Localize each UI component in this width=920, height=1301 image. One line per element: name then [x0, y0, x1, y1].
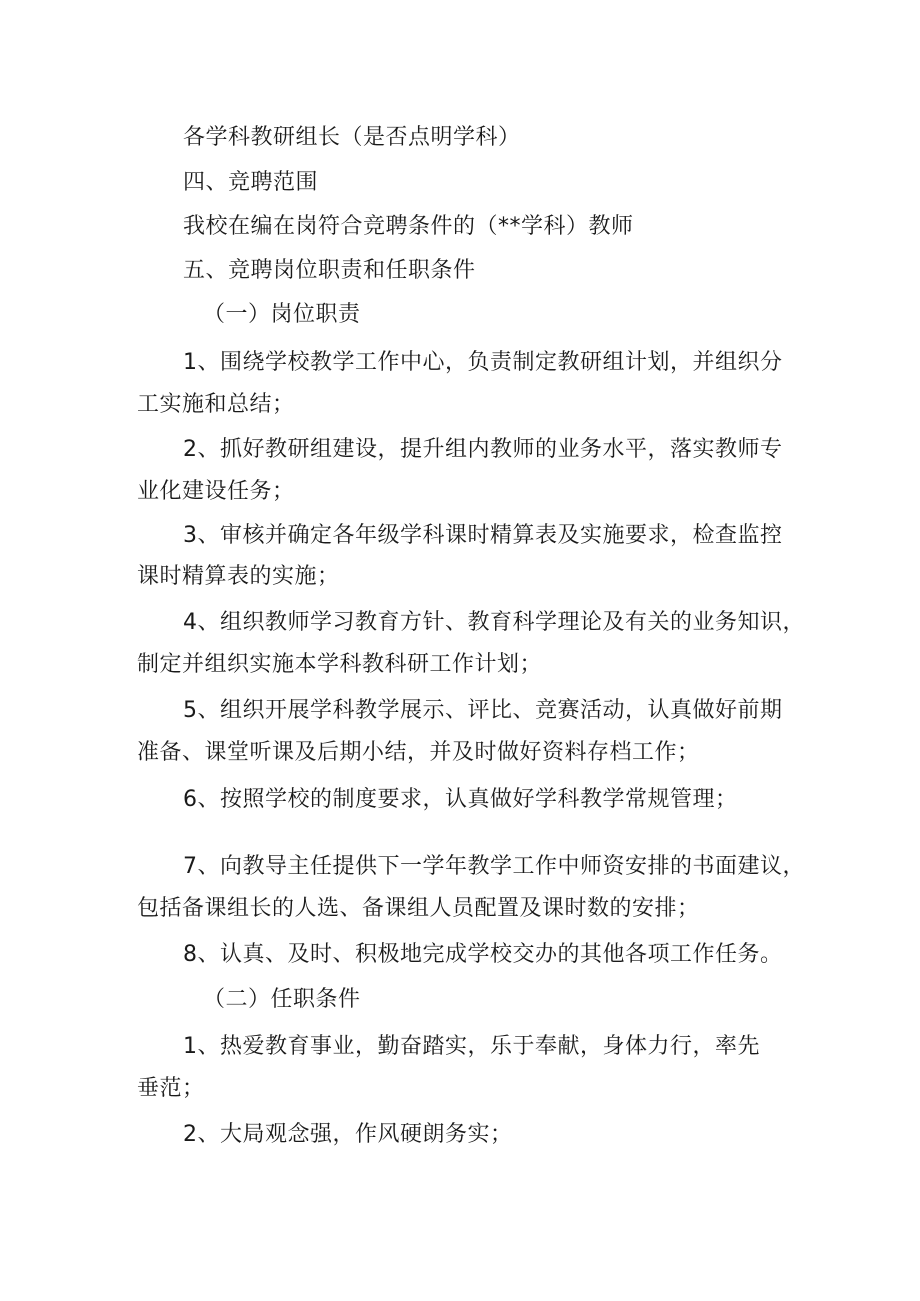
- list-item-line: 6、按照学校的制度要求，认真做好学科教学常规管理；: [183, 787, 738, 812]
- text-line: 各学科教研组长（是否点明学科）: [183, 125, 521, 150]
- list-item-line: 2、大局观念强，作风硬朗务实；: [183, 1122, 513, 1147]
- list-item-line: 课时精算表的实施；: [137, 564, 340, 589]
- subsection-heading: （一）岗位职责: [203, 302, 361, 327]
- list-item-line: 5、组织开展学科教学展示、评比、竞赛活动，认真做好前期: [183, 698, 783, 723]
- list-item-line: 7、向教导主任提供下一学年教学工作中师资安排的书面建议，: [183, 854, 805, 879]
- list-item-line: 2、抓好教研组建设，提升组内教师的业务水平，落实教师专: [183, 437, 783, 462]
- text-line: 我校在编在岗符合竞聘条件的（**学科）教师: [183, 214, 634, 239]
- list-item-line: 准备、课堂听课及后期小结，并及时做好资料存档工作；: [137, 740, 700, 765]
- section-heading: 五、竞聘岗位职责和任职条件: [183, 258, 476, 283]
- subsection-heading: （二）任职条件: [203, 987, 361, 1012]
- list-item-line: 工实施和总结；: [137, 392, 295, 417]
- list-item-line: 1、热爱教育事业，勤奋踏实，乐于奉献，身体力行，率先: [183, 1034, 760, 1059]
- list-item-line: 业化建设任务；: [137, 479, 295, 504]
- list-item-line: 3、审核并确定各年级学科课时精算表及实施要求，检查监控: [183, 523, 783, 548]
- list-item-line: 4、组织教师学习教育方针、教育科学理论及有关的业务知识，: [183, 610, 805, 635]
- list-item-line: 垂范；: [137, 1076, 205, 1101]
- list-item-line: 制定并组织实施本学科教科研工作计划；: [137, 652, 543, 677]
- list-item-line: 1、围绕学校教学工作中心，负责制定教研组计划，并组织分: [183, 350, 783, 375]
- section-heading: 四、竞聘范围: [183, 170, 319, 195]
- list-item-line: 包括备课组长的人选、备课组人员配置及课时数的安排；: [137, 896, 700, 921]
- list-item-line: 8、认真、及时、积极地完成学校交办的其他各项工作任务。: [183, 942, 783, 967]
